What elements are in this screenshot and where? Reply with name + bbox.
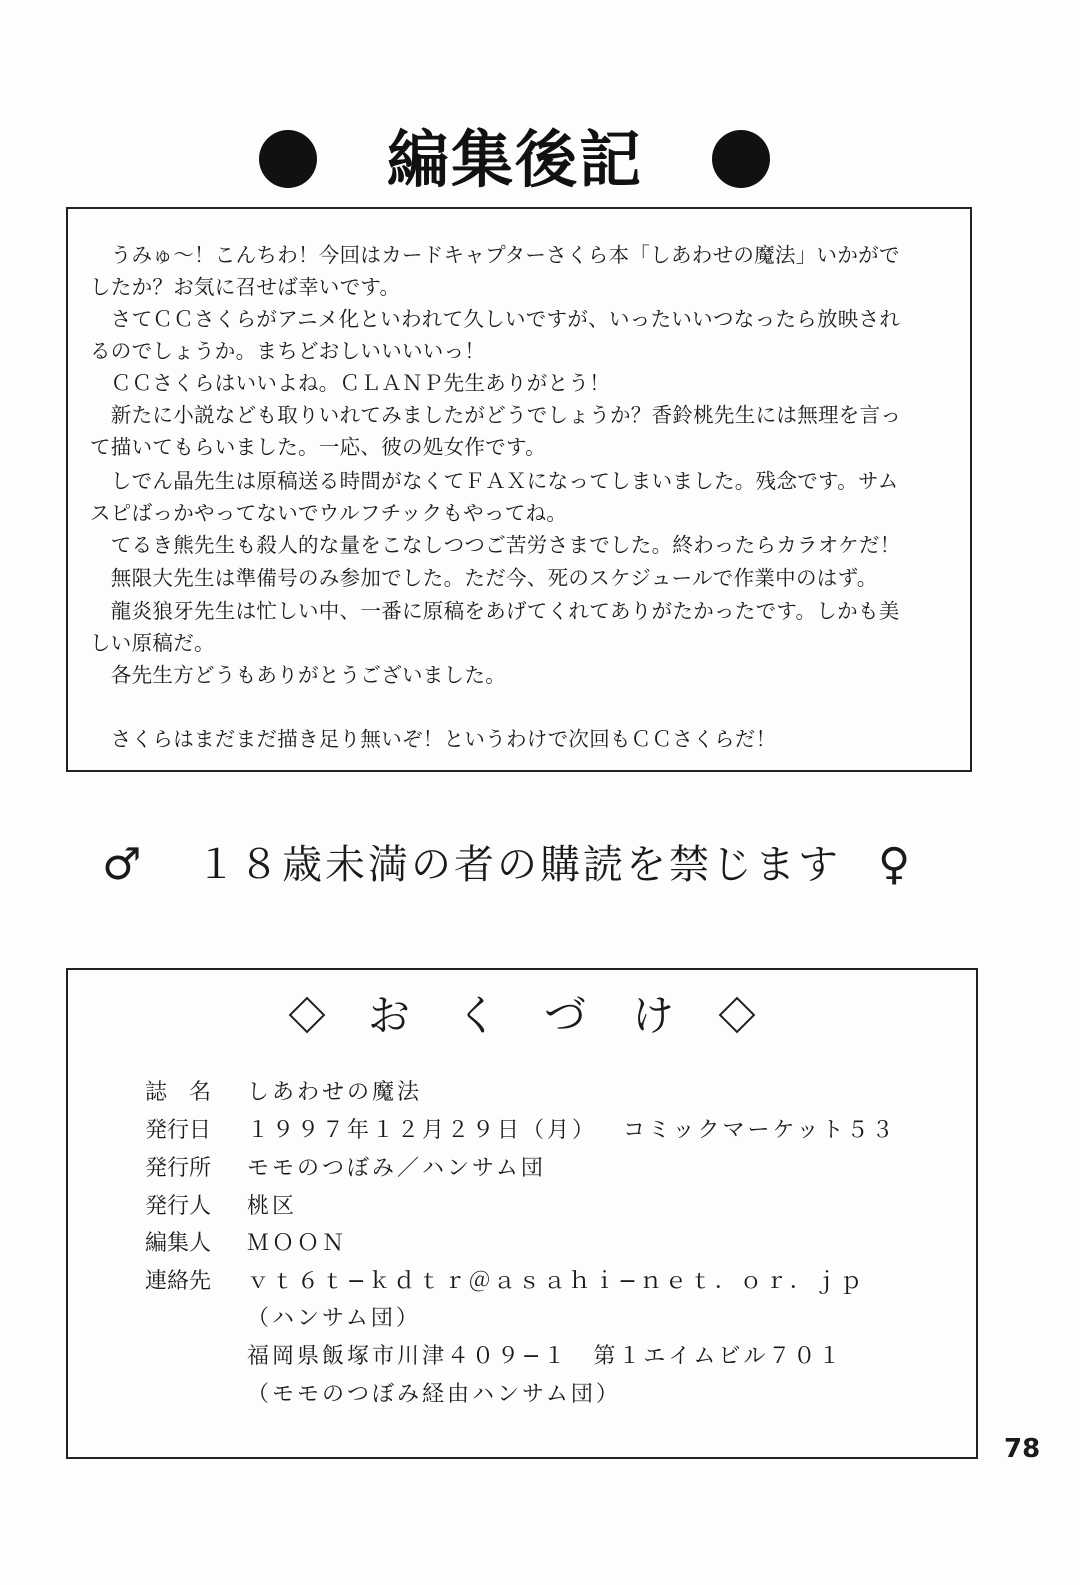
afterword-header [0, 120, 1080, 200]
row-key: 発行人 [145, 1194, 212, 1219]
black-circle-icon [259, 130, 317, 188]
row-value: １９９７年１２月２９日（月） [247, 1118, 598, 1143]
row-key: 発行所 [145, 1156, 212, 1181]
colophon-box [66, 968, 978, 1459]
contact-email: ｖｔ６ｔ−ｋｄｔｒ＠ａｓａｈｉ−ｎｅｔ．ｏｒ．ｊｐ [247, 1269, 865, 1294]
note-line: うみゅ〜！こんちわ！今回はカードキャプターさくら本「しあわせの魔法」いかがで [90, 243, 900, 267]
colophon-title: おくづけ [368, 991, 721, 1040]
diamond-icon [289, 997, 326, 1034]
contact-line: （ハンサム団） [247, 1306, 421, 1331]
row-value-event: コミックマーケット５３ [623, 1118, 897, 1143]
row-value: しあわせの魔法 [247, 1080, 423, 1105]
age-restriction-notice [0, 835, 1080, 895]
note-line: 新たに小説なども取りいれてみましたがどうでしょうか？香鈴桃先生には無理を言っ [90, 403, 902, 427]
note-line: 無限大先生は準備号のみ参加でした。ただ今、死のスケジュールで作業中のはず。 [90, 566, 878, 590]
row-value: モモのつぼみ／ハンサム団 [247, 1156, 546, 1181]
note-line: 各先生方どうもありがとうございました。 [90, 663, 506, 687]
note-line: しい原稿だ。 [90, 631, 215, 655]
page-number: 78 [1004, 1434, 1041, 1464]
note-line: さてＣＣさくらがアニメ化といわれて久しいですが、いったいいつなったら放映され [90, 307, 901, 331]
colophon-header [68, 988, 976, 1048]
afterword-box [66, 207, 972, 772]
black-circle-icon [712, 130, 770, 188]
page-title: 編集後記 [386, 123, 643, 196]
note-line: さくらはまだまだ描き足り無いぞ！というわけで次回もＣＣさくらだ！ [90, 727, 777, 751]
diamond-icon [719, 997, 756, 1034]
note-line: スピばっかやってないでウルフチックもやってね。 [90, 501, 568, 525]
contact-address: 福岡県飯塚市川津４０９−１ 第１エイムビル７０１ [247, 1344, 844, 1369]
row-value: 桃区 [247, 1194, 298, 1219]
note-line: ＣＣさくらはいいよね。ＣＬＡＮＰ先生ありがとう！ [90, 371, 610, 395]
note-line: 龍炎狼牙先生は忙しい中、一番に原稿をあげてくれてありがたかったです。しかも美 [90, 599, 900, 623]
note-line: て描いてもらいました。一応、彼の処女作です。 [90, 435, 546, 459]
contact-line: （モモのつぼみ経由ハンサム団） [247, 1382, 621, 1407]
row-key: 発行日 [145, 1118, 212, 1143]
male-symbol-icon: ♂ [102, 839, 142, 890]
row-key: 連絡先 [145, 1269, 212, 1294]
row-key: 誌 名 [145, 1080, 212, 1105]
note-line: るのでしょうか。まちどおしいいいいっ！ [90, 339, 486, 363]
female-symbol-icon: ♀ [878, 839, 911, 890]
note-line: したか？お気に召せば幸いです。 [90, 275, 401, 299]
age-restriction-text: １８歳未満の者の購読を禁じます [196, 842, 841, 888]
row-key: 編集人 [145, 1231, 212, 1256]
row-value: ＭＯＯＮ [247, 1231, 348, 1256]
note-line: しでん晶先生は原稿送る時間がなくてＦＡＸになってしまいました。残念です。サム [90, 469, 899, 493]
note-line: てるき熊先生も殺人的な量をこなしつつご苦労さまでした。終わったらカラオケだ！ [90, 533, 901, 557]
